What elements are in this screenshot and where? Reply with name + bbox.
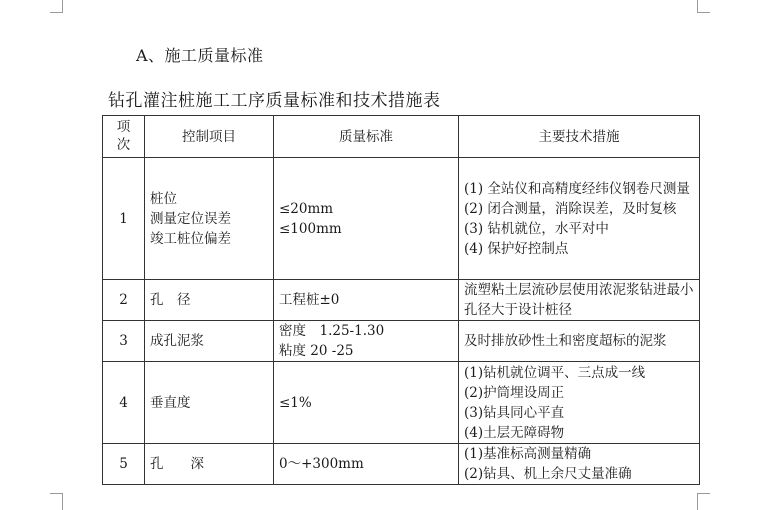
- technical-measures-cell: [459, 321, 700, 362]
- header-control-item: 控制项目: [145, 116, 274, 158]
- technical-measures-cell: [459, 362, 700, 444]
- technical-measure-line: (2)护筒埋设周正: [464, 384, 565, 401]
- table-row: [103, 444, 700, 485]
- control-item-cell: [145, 280, 274, 321]
- table-header-row: [103, 116, 700, 158]
- control-item-line: 孔 径: [150, 292, 191, 308]
- row-number: 5: [103, 444, 145, 485]
- control-item-cell: [145, 158, 274, 280]
- technical-measure-line: (1)钻机就位调平、三点成一线: [464, 364, 646, 381]
- technical-measure-line: 流塑粘土层流砂层使用浓泥浆钻进最小孔径大于设计桩径: [464, 282, 694, 318]
- table-row: [103, 362, 700, 444]
- quality-standard-cell: [274, 444, 459, 485]
- row-number: 4: [103, 362, 145, 444]
- row-number: 3: [103, 321, 145, 362]
- page-corner-mark-bottom-right: [697, 493, 710, 510]
- control-item-cell: [145, 444, 274, 485]
- technical-measures-cell: [459, 280, 700, 321]
- control-item-cell: [145, 321, 274, 362]
- row-number: 2: [103, 280, 145, 321]
- quality-standard-table: [102, 115, 700, 485]
- quality-standard-line: ≤1%: [279, 394, 312, 411]
- quality-standard-cell: [274, 362, 459, 444]
- page-corner-mark-top-right: [697, 0, 710, 13]
- control-item-cell: [145, 362, 274, 444]
- control-item-line: 孔 深: [150, 456, 204, 472]
- quality-standard-line: 密度 1.25-1.30: [279, 323, 385, 339]
- table-row: [103, 280, 700, 321]
- technical-measure-line: (4) 保护好控制点: [464, 240, 569, 257]
- control-item-line: 成孔泥浆: [150, 333, 204, 349]
- row-number: 1: [103, 158, 145, 280]
- technical-measure-line: (3)钻具同心平直: [464, 404, 565, 421]
- technical-measure-line: 及时排放砂性土和密度超标的泥浆: [464, 333, 667, 349]
- quality-standard-line: ≤20mm: [279, 200, 334, 217]
- technical-measure-line: (1) 全站仪和高精度经纬仪钢卷尺测量: [464, 180, 690, 197]
- quality-standard-cell: [274, 280, 459, 321]
- header-item-no: 项次: [103, 116, 145, 158]
- quality-standard-line: ≤100mm: [279, 220, 342, 237]
- table-row: [103, 321, 700, 362]
- technical-measure-line: (2)钻具、机上余尺丈量准确: [464, 466, 632, 482]
- header-technical-measures: 主要技术措施: [459, 116, 700, 158]
- control-item-line: 垂直度: [150, 394, 191, 411]
- control-item-line: 桩位: [150, 190, 177, 207]
- technical-measure-line: (4)土层无障碍物: [464, 424, 565, 441]
- technical-measures-cell: [459, 158, 700, 280]
- section-title: A、施工质量标准: [136, 46, 264, 65]
- page-corner-mark-top-left: [50, 0, 63, 13]
- quality-standard-cell: [274, 321, 459, 362]
- quality-standard-line: 0～+300mm: [279, 456, 364, 472]
- page-corner-mark-bottom-left: [50, 493, 63, 510]
- technical-measure-line: (3) 钻机就位，水平对中: [464, 220, 609, 237]
- technical-measures-cell: [459, 444, 700, 485]
- header-quality-standard: 质量标准: [274, 116, 459, 158]
- control-item-line: 测量定位误差: [150, 210, 231, 227]
- quality-standard-cell: [274, 158, 459, 280]
- technical-measure-line: (1)基准标高测量精确: [464, 446, 592, 462]
- control-item-line: 竣工桩位偏差: [150, 230, 231, 247]
- table-row: [103, 158, 700, 280]
- table-caption: 钻孔灌注桩施工工序质量标准和技术措施表: [108, 91, 441, 111]
- quality-standard-line: 工程桩±0: [279, 292, 340, 308]
- technical-measure-line: (2) 闭合测量，消除误差，及时复核: [464, 200, 677, 217]
- quality-standard-line: 粘度 20 -25: [279, 343, 354, 359]
